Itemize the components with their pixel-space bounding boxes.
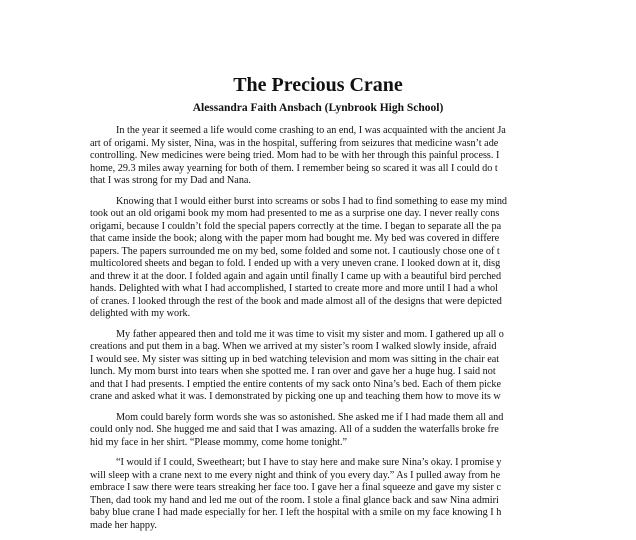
paragraph-line: art of origami. My sister, Nina, was in the hospital, suffering from seizures that medicine wasn’t ade (90, 137, 499, 149)
paragraph (90, 125, 530, 188)
paragraph-line: crane and asked what it was. I demonstrated by picking one up and teaching them how to move its w (90, 391, 501, 402)
paragraph-line: origami, because I couldn’t fold the special papers correctly at the time. I began to separate all the pa (90, 220, 502, 232)
paragraph-line: made her happy. (90, 519, 157, 531)
document-title: The Precious Crane (233, 74, 403, 96)
paragraph-line: controlling. New medicines were being tried. Mom had to be with her through this painful process. I (90, 150, 500, 161)
paragraph (90, 196, 530, 321)
paragraph-line: lunch. My mom burst into tears when she spotted me. I ran over and gave her a huge hug. I said not (90, 366, 496, 377)
paragraph-line: delighted with my work. (90, 308, 191, 319)
paragraph-line: creations and put them in a bag. When we arrived at my sister’s room I walked slowly inside, afraid (90, 341, 497, 352)
paragraph-line: “I would if I could, Sweetheart; but I have to stay here and make sure Nina’s okay. I promise y (116, 457, 502, 468)
paragraph-line: baby blue crane I had made especially for her. I left the hospital with a smile on my face knowing I h (90, 507, 502, 518)
paragraph-line: and threw it at the door. I folded again and again until finally I came up with a beautiful bird perched (90, 270, 502, 282)
author-byline: Alessandra Faith Ansbach (Lynbrook High School) (192, 102, 444, 114)
paragraph-line: that I was strong for my Dad and Nana. (90, 175, 251, 186)
paragraph-line: Then, dad took my hand and led me out of the room. I stole a final glance back and saw Nina admiri (90, 494, 499, 506)
paragraph-line: I would see. My sister was sitting up in bed watching television and mom was sitting in the chair eat (90, 353, 500, 365)
paragraph-line: took out an old origami book my mom had presented to me as a surprise one day. I never really cons (90, 208, 500, 219)
paragraph-line: and that I had presents. I emptied the entire contents of my sack onto Nina’s bed. Each of them picke (90, 378, 502, 390)
paragraph (90, 457, 530, 532)
body-text (90, 125, 530, 540)
paragraph-line: will sleep with a crane next to me every night and think of you every day.” As I pulled away from he (90, 469, 501, 481)
paragraph-line: hid my face in her shirt. “Please mommy, come home tonight.” (90, 436, 348, 448)
paragraph-line: Mom could barely form words she was so astonished. She asked me if I had made them all and (116, 411, 504, 423)
paragraph-line: of cranes. I looked through the rest of the book and made almost all of the designs that were depicted (90, 295, 502, 307)
paragraph-line: multicolored sheets and began to fold. I ended up with a very uneven crane. I looked down at it, disg (90, 258, 501, 269)
paragraph-line: papers. The papers surrounded me on my bed, some folded and some not. I cautiously chose one of t (90, 245, 500, 257)
paragraph-line: My father appeared then and told me it was time to visit my sister and mom. I gathered up all o (116, 328, 504, 340)
paragraph-line: In the year it seemed a life would come crashing to an end, I was acquainted with the ancient Ja (116, 125, 506, 136)
paragraph-line: that came inside the book; along with the paper mom had bought me. My bed was covered in differe (90, 233, 500, 244)
paragraph-line: hands. Delighted with what I had accomplished, I started to create more and more until I had a whol (90, 283, 498, 294)
paragraph (90, 412, 530, 450)
paragraph-line: could only nod. She hugged me and said that I was amazing. All of a sudden the waterfalls broke fre (90, 424, 499, 435)
paragraph-line: home, 29.3 miles away yearning for both of them. I remember being so scared it was all I could do t (90, 162, 498, 174)
paragraph-line: embrace I saw there were tears streaking her face too. I gave her a final squeeze and gave my sister c (90, 482, 501, 493)
paragraph-line: Knowing that I would either burst into screams or sobs I had to find something to ease my mind (116, 195, 508, 207)
paragraph (90, 329, 530, 404)
